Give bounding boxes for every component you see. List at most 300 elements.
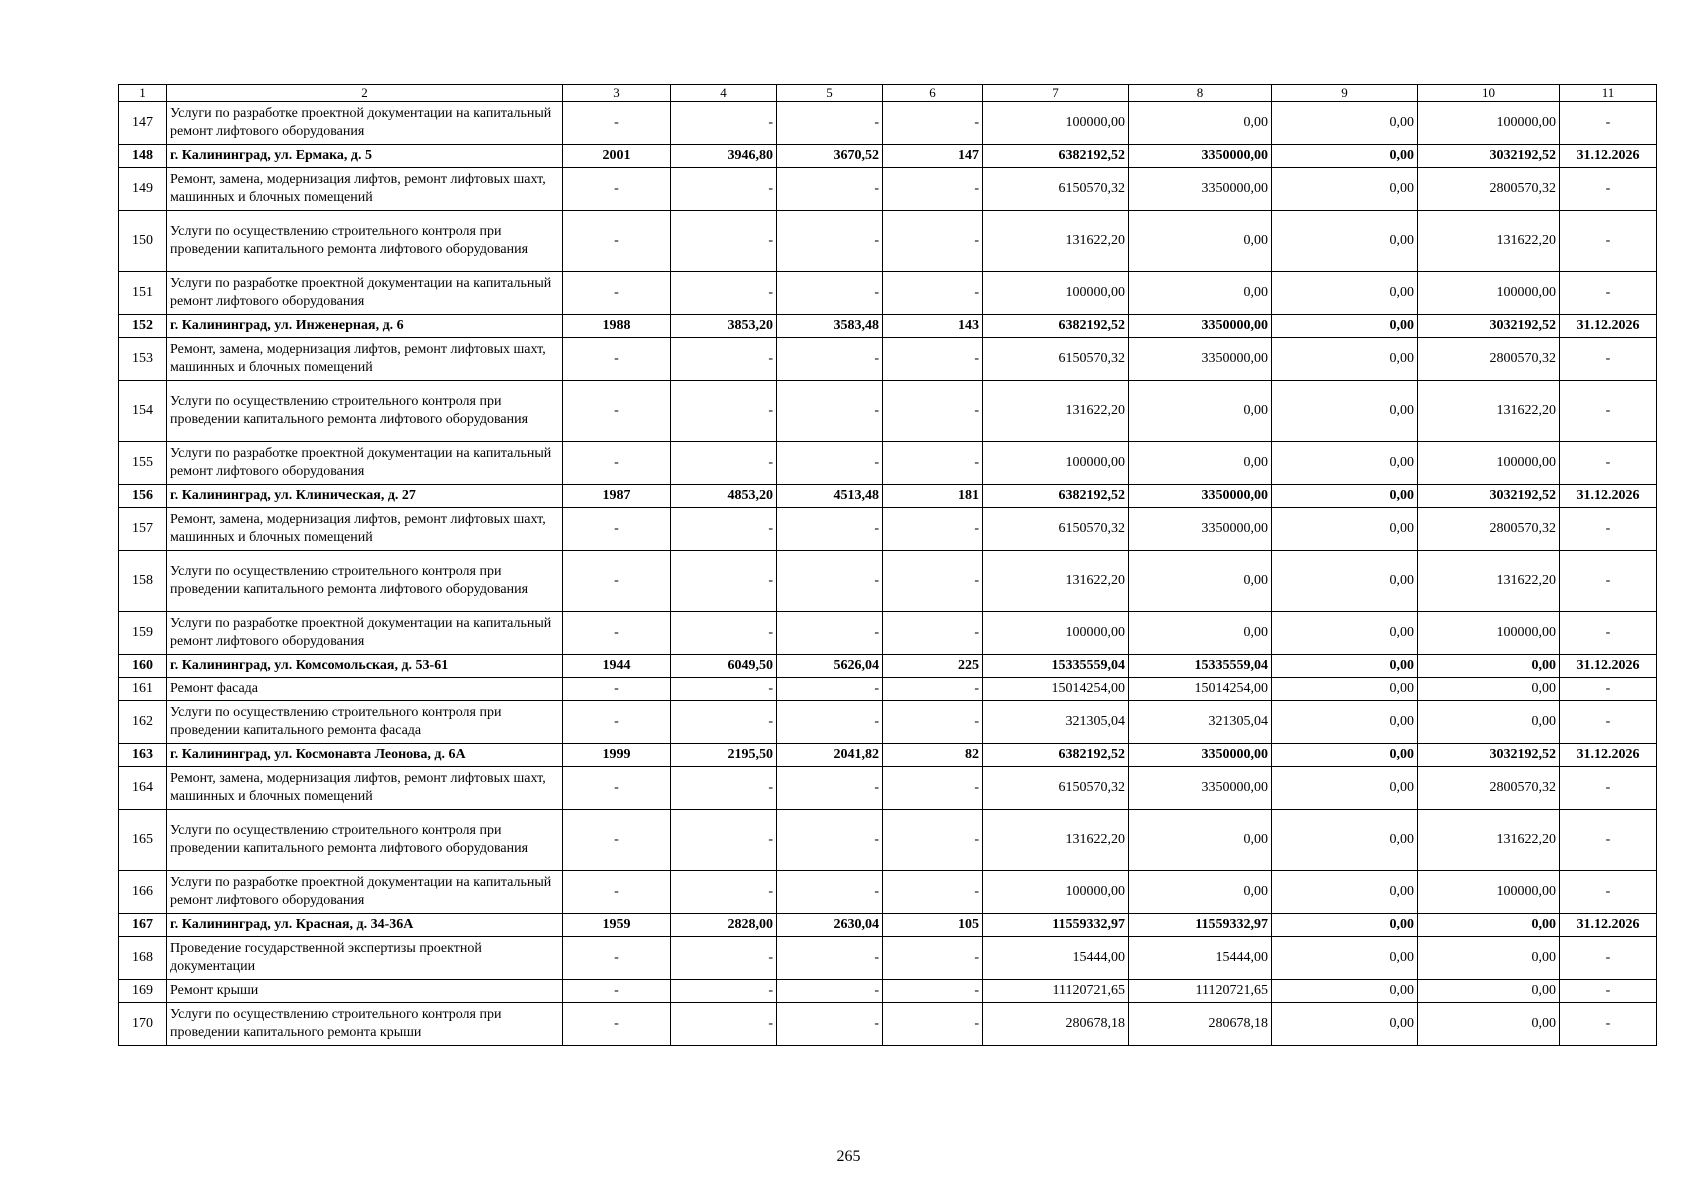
cell-col-7: 100000,00	[983, 871, 1129, 914]
cell-col-3: 2001	[563, 145, 671, 168]
cell-col-5: -	[777, 980, 883, 1003]
column-number: 9	[1272, 85, 1418, 102]
table-row	[119, 767, 1657, 810]
cell-col-7: 100000,00	[983, 612, 1129, 655]
work-description: Ремонт фасада	[167, 678, 563, 701]
cell-col-3: -	[563, 678, 671, 701]
cell-col-10: 100000,00	[1418, 612, 1560, 655]
cell-col-11: -	[1560, 701, 1657, 744]
work-description: Услуги по осуществлению строительного контроля при проведении капитального ремонта лифтового оборудования	[167, 211, 563, 272]
address-row	[119, 485, 1657, 508]
cell-col-3: 1988	[563, 315, 671, 338]
cell-col-5: 2630,04	[777, 914, 883, 937]
cell-col-6: -	[883, 272, 983, 315]
cell-col-4: -	[671, 272, 777, 315]
cell-col-6: -	[883, 442, 983, 485]
cell-col-3: -	[563, 508, 671, 551]
cell-col-10: 3032192,52	[1418, 145, 1560, 168]
cell-col-9: 0,00	[1272, 678, 1418, 701]
cell-col-11: 31.12.2026	[1560, 914, 1657, 937]
cell-col-8: 0,00	[1129, 381, 1272, 442]
cell-col-9: 0,00	[1272, 1003, 1418, 1046]
column-number: 10	[1418, 85, 1560, 102]
address-row	[119, 655, 1657, 678]
cell-col-7: 131622,20	[983, 211, 1129, 272]
cell-col-6: 105	[883, 914, 983, 937]
row-number: 149	[119, 168, 167, 211]
row-number: 157	[119, 508, 167, 551]
cell-col-7: 100000,00	[983, 272, 1129, 315]
cell-col-11: -	[1560, 168, 1657, 211]
cell-col-3: -	[563, 767, 671, 810]
cell-col-6: -	[883, 767, 983, 810]
cell-col-10: 100000,00	[1418, 102, 1560, 145]
cell-col-11: -	[1560, 767, 1657, 810]
table-row	[119, 980, 1657, 1003]
cell-col-5: 3670,52	[777, 145, 883, 168]
cell-col-9: 0,00	[1272, 914, 1418, 937]
row-number: 158	[119, 551, 167, 612]
work-description: Услуги по осуществлению строительного контроля при проведении капитального ремонта лифтового оборудования	[167, 381, 563, 442]
cell-col-11: 31.12.2026	[1560, 655, 1657, 678]
work-description: Ремонт, замена, модернизация лифтов, ремонт лифтовых шахт, машинных и блочных помещений	[167, 767, 563, 810]
cell-col-8: 15014254,00	[1129, 678, 1272, 701]
cell-col-7: 15014254,00	[983, 678, 1129, 701]
cell-col-4: -	[671, 168, 777, 211]
cell-col-8: 15335559,04	[1129, 655, 1272, 678]
cell-col-9: 0,00	[1272, 551, 1418, 612]
cell-col-11: -	[1560, 937, 1657, 980]
work-description: Услуги по осуществлению строительного контроля при проведении капитального ремонта крыши	[167, 1003, 563, 1046]
cell-col-6: -	[883, 381, 983, 442]
cell-col-5: -	[777, 810, 883, 871]
table-row	[119, 272, 1657, 315]
cell-col-8: 3350000,00	[1129, 508, 1272, 551]
cell-col-11: 31.12.2026	[1560, 744, 1657, 767]
cell-col-7: 11559332,97	[983, 914, 1129, 937]
work-description: Проведение государственной экспертизы проектной документации	[167, 937, 563, 980]
table-row	[119, 211, 1657, 272]
row-number: 148	[119, 145, 167, 168]
cell-col-7: 321305,04	[983, 701, 1129, 744]
work-description: Услуги по разработке проектной документации на капитальный ремонт лифтового оборудования	[167, 272, 563, 315]
cell-col-9: 0,00	[1272, 485, 1418, 508]
cell-col-5: 2041,82	[777, 744, 883, 767]
cell-col-8: 0,00	[1129, 102, 1272, 145]
register-table	[118, 84, 1657, 1046]
cell-col-6: -	[883, 612, 983, 655]
address-row	[119, 744, 1657, 767]
cell-col-10: 2800570,32	[1418, 338, 1560, 381]
row-number: 153	[119, 338, 167, 381]
cell-col-5: -	[777, 871, 883, 914]
cell-col-4: -	[671, 338, 777, 381]
cell-col-11: -	[1560, 211, 1657, 272]
cell-col-5: -	[777, 338, 883, 381]
cell-col-10: 100000,00	[1418, 442, 1560, 485]
cell-col-9: 0,00	[1272, 980, 1418, 1003]
cell-col-3: -	[563, 701, 671, 744]
cell-col-11: 31.12.2026	[1560, 145, 1657, 168]
table-row	[119, 381, 1657, 442]
cell-col-10: 100000,00	[1418, 871, 1560, 914]
work-description: Услуги по разработке проектной документации на капитальный ремонт лифтового оборудования	[167, 612, 563, 655]
cell-col-10: 3032192,52	[1418, 315, 1560, 338]
address-cell: г. Калининград, ул. Ермака, д. 5	[167, 145, 563, 168]
cell-col-4: -	[671, 980, 777, 1003]
row-number: 160	[119, 655, 167, 678]
table-row	[119, 612, 1657, 655]
table-body	[119, 85, 1657, 1046]
cell-col-11: -	[1560, 1003, 1657, 1046]
cell-col-7: 280678,18	[983, 1003, 1129, 1046]
cell-col-9: 0,00	[1272, 145, 1418, 168]
cell-col-10: 131622,20	[1418, 810, 1560, 871]
cell-col-3: -	[563, 168, 671, 211]
cell-col-11: -	[1560, 508, 1657, 551]
cell-col-7: 131622,20	[983, 381, 1129, 442]
cell-col-10: 0,00	[1418, 937, 1560, 980]
cell-col-9: 0,00	[1272, 871, 1418, 914]
cell-col-4: -	[671, 211, 777, 272]
table-row	[119, 937, 1657, 980]
row-number: 162	[119, 701, 167, 744]
cell-col-11: 31.12.2026	[1560, 485, 1657, 508]
cell-col-6: -	[883, 102, 983, 145]
row-number: 165	[119, 810, 167, 871]
cell-col-4: -	[671, 551, 777, 612]
table-row	[119, 508, 1657, 551]
cell-col-3: -	[563, 211, 671, 272]
cell-col-7: 131622,20	[983, 551, 1129, 612]
work-description: Услуги по разработке проектной документации на капитальный ремонт лифтового оборудования	[167, 442, 563, 485]
table-row	[119, 810, 1657, 871]
address-cell: г. Калининград, ул. Космонавта Леонова, д. 6А	[167, 744, 563, 767]
cell-col-5: 4513,48	[777, 485, 883, 508]
work-description: Услуги по осуществлению строительного контроля при проведении капитального ремонта фасада	[167, 701, 563, 744]
work-description: Услуги по разработке проектной документации на капитальный ремонт лифтового оборудования	[167, 102, 563, 145]
cell-col-3: -	[563, 980, 671, 1003]
cell-col-9: 0,00	[1272, 315, 1418, 338]
cell-col-4: -	[671, 678, 777, 701]
cell-col-9: 0,00	[1272, 442, 1418, 485]
cell-col-8: 0,00	[1129, 272, 1272, 315]
cell-col-10: 0,00	[1418, 980, 1560, 1003]
column-number: 1	[119, 85, 167, 102]
column-number: 6	[883, 85, 983, 102]
cell-col-9: 0,00	[1272, 272, 1418, 315]
cell-col-6: -	[883, 1003, 983, 1046]
cell-col-9: 0,00	[1272, 102, 1418, 145]
cell-col-4: -	[671, 442, 777, 485]
cell-col-11: -	[1560, 612, 1657, 655]
cell-col-4: -	[671, 508, 777, 551]
cell-col-6: -	[883, 937, 983, 980]
cell-col-3: -	[563, 871, 671, 914]
cell-col-8: 0,00	[1129, 442, 1272, 485]
cell-col-8: 3350000,00	[1129, 485, 1272, 508]
cell-col-5: -	[777, 381, 883, 442]
cell-col-4: 4853,20	[671, 485, 777, 508]
address-row	[119, 145, 1657, 168]
row-number: 152	[119, 315, 167, 338]
cell-col-5: -	[777, 211, 883, 272]
cell-col-9: 0,00	[1272, 767, 1418, 810]
cell-col-5: -	[777, 551, 883, 612]
table-row	[119, 551, 1657, 612]
row-number: 168	[119, 937, 167, 980]
cell-col-10: 0,00	[1418, 678, 1560, 701]
cell-col-9: 0,00	[1272, 168, 1418, 211]
cell-col-6: -	[883, 551, 983, 612]
cell-col-3: 1959	[563, 914, 671, 937]
cell-col-10: 131622,20	[1418, 211, 1560, 272]
cell-col-11: -	[1560, 272, 1657, 315]
cell-col-11: -	[1560, 102, 1657, 145]
cell-col-6: -	[883, 701, 983, 744]
cell-col-9: 0,00	[1272, 211, 1418, 272]
cell-col-6: 225	[883, 655, 983, 678]
cell-col-3: 1987	[563, 485, 671, 508]
cell-col-10: 0,00	[1418, 1003, 1560, 1046]
cell-col-10: 131622,20	[1418, 381, 1560, 442]
cell-col-6: 181	[883, 485, 983, 508]
cell-col-10: 0,00	[1418, 701, 1560, 744]
column-number-row	[119, 85, 1657, 102]
cell-col-6: 143	[883, 315, 983, 338]
cell-col-11: -	[1560, 381, 1657, 442]
cell-col-7: 11120721,65	[983, 980, 1129, 1003]
cell-col-10: 100000,00	[1418, 272, 1560, 315]
cell-col-6: 147	[883, 145, 983, 168]
row-number: 151	[119, 272, 167, 315]
cell-col-10: 2800570,32	[1418, 767, 1560, 810]
column-number: 3	[563, 85, 671, 102]
table-row	[119, 871, 1657, 914]
work-description: Услуги по разработке проектной документации на капитальный ремонт лифтового оборудования	[167, 871, 563, 914]
row-number: 167	[119, 914, 167, 937]
cell-col-8: 0,00	[1129, 612, 1272, 655]
cell-col-11: -	[1560, 678, 1657, 701]
cell-col-6: -	[883, 871, 983, 914]
work-description: Услуги по осуществлению строительного контроля при проведении капитального ремонта лифтового оборудования	[167, 551, 563, 612]
cell-col-4: 6049,50	[671, 655, 777, 678]
table-row	[119, 102, 1657, 145]
column-number: 5	[777, 85, 883, 102]
row-number: 161	[119, 678, 167, 701]
cell-col-3: -	[563, 442, 671, 485]
cell-col-5: -	[777, 102, 883, 145]
cell-col-6: -	[883, 508, 983, 551]
cell-col-7: 15335559,04	[983, 655, 1129, 678]
cell-col-7: 6382192,52	[983, 315, 1129, 338]
cell-col-3: -	[563, 612, 671, 655]
cell-col-11: -	[1560, 338, 1657, 381]
cell-col-10: 0,00	[1418, 914, 1560, 937]
cell-col-8: 11120721,65	[1129, 980, 1272, 1003]
address-cell: г. Калининград, ул. Клиническая, д. 27	[167, 485, 563, 508]
row-number: 166	[119, 871, 167, 914]
table-row	[119, 701, 1657, 744]
cell-col-8: 0,00	[1129, 211, 1272, 272]
cell-col-5: -	[777, 701, 883, 744]
cell-col-8: 3350000,00	[1129, 315, 1272, 338]
cell-col-3: -	[563, 810, 671, 871]
cell-col-8: 280678,18	[1129, 1003, 1272, 1046]
work-description: Услуги по осуществлению строительного контроля при проведении капитального ремонта лифтового оборудования	[167, 810, 563, 871]
cell-col-8: 0,00	[1129, 871, 1272, 914]
cell-col-5: -	[777, 442, 883, 485]
cell-col-3: -	[563, 937, 671, 980]
cell-col-3: -	[563, 551, 671, 612]
row-number: 156	[119, 485, 167, 508]
cell-col-4: -	[671, 612, 777, 655]
cell-col-7: 100000,00	[983, 102, 1129, 145]
cell-col-4: -	[671, 810, 777, 871]
cell-col-9: 0,00	[1272, 937, 1418, 980]
cell-col-7: 131622,20	[983, 810, 1129, 871]
row-number: 154	[119, 381, 167, 442]
cell-col-6: -	[883, 338, 983, 381]
work-description: Ремонт, замена, модернизация лифтов, ремонт лифтовых шахт, машинных и блочных помещений	[167, 338, 563, 381]
row-number: 163	[119, 744, 167, 767]
table-row	[119, 442, 1657, 485]
address-cell: г. Калининград, ул. Инженерная, д. 6	[167, 315, 563, 338]
cell-col-7: 6150570,32	[983, 508, 1129, 551]
cell-col-11: -	[1560, 980, 1657, 1003]
cell-col-8: 3350000,00	[1129, 145, 1272, 168]
cell-col-6: -	[883, 980, 983, 1003]
cell-col-3: -	[563, 338, 671, 381]
address-cell: г. Калининград, ул. Красная, д. 34-36А	[167, 914, 563, 937]
row-number: 170	[119, 1003, 167, 1046]
row-number: 150	[119, 211, 167, 272]
cell-col-6: -	[883, 211, 983, 272]
cell-col-8: 11559332,97	[1129, 914, 1272, 937]
cell-col-10: 0,00	[1418, 655, 1560, 678]
cell-col-11: -	[1560, 810, 1657, 871]
cell-col-6: -	[883, 168, 983, 211]
cell-col-3: -	[563, 1003, 671, 1046]
cell-col-3: 1944	[563, 655, 671, 678]
cell-col-4: -	[671, 937, 777, 980]
cell-col-9: 0,00	[1272, 612, 1418, 655]
cell-col-8: 3350000,00	[1129, 744, 1272, 767]
cell-col-3: -	[563, 272, 671, 315]
cell-col-4: 3853,20	[671, 315, 777, 338]
cell-col-5: -	[777, 272, 883, 315]
cell-col-9: 0,00	[1272, 338, 1418, 381]
cell-col-7: 6382192,52	[983, 744, 1129, 767]
cell-col-5: -	[777, 612, 883, 655]
cell-col-7: 15444,00	[983, 937, 1129, 980]
column-number: 11	[1560, 85, 1657, 102]
cell-col-11: 31.12.2026	[1560, 315, 1657, 338]
cell-col-7: 100000,00	[983, 442, 1129, 485]
row-number: 159	[119, 612, 167, 655]
cell-col-8: 3350000,00	[1129, 767, 1272, 810]
cell-col-9: 0,00	[1272, 381, 1418, 442]
cell-col-4: -	[671, 381, 777, 442]
table-row	[119, 168, 1657, 211]
cell-col-7: 6382192,52	[983, 145, 1129, 168]
cell-col-4: 2828,00	[671, 914, 777, 937]
address-row	[119, 914, 1657, 937]
table-row	[119, 1003, 1657, 1046]
cell-col-8: 0,00	[1129, 551, 1272, 612]
column-number: 4	[671, 85, 777, 102]
cell-col-9: 0,00	[1272, 655, 1418, 678]
table-row	[119, 338, 1657, 381]
cell-col-11: -	[1560, 551, 1657, 612]
page-number: 265	[836, 1148, 861, 1165]
cell-col-4: -	[671, 701, 777, 744]
column-number: 7	[983, 85, 1129, 102]
column-number: 8	[1129, 85, 1272, 102]
cell-col-3: -	[563, 381, 671, 442]
cell-col-8: 15444,00	[1129, 937, 1272, 980]
cell-col-6: -	[883, 678, 983, 701]
cell-col-5: -	[777, 767, 883, 810]
cell-col-5: 5626,04	[777, 655, 883, 678]
cell-col-8: 3350000,00	[1129, 338, 1272, 381]
cell-col-7: 6150570,32	[983, 168, 1129, 211]
cell-col-5: -	[777, 678, 883, 701]
cell-col-10: 3032192,52	[1418, 485, 1560, 508]
cell-col-4: -	[671, 1003, 777, 1046]
cell-col-9: 0,00	[1272, 701, 1418, 744]
row-number: 169	[119, 980, 167, 1003]
cell-col-5: -	[777, 508, 883, 551]
table-row	[119, 678, 1657, 701]
cell-col-9: 0,00	[1272, 508, 1418, 551]
cell-col-4: -	[671, 767, 777, 810]
address-cell: г. Калининград, ул. Комсомольская, д. 53-61	[167, 655, 563, 678]
cell-col-9: 0,00	[1272, 744, 1418, 767]
cell-col-8: 321305,04	[1129, 701, 1272, 744]
cell-col-10: 2800570,32	[1418, 168, 1560, 211]
work-description: Ремонт, замена, модернизация лифтов, ремонт лифтовых шахт, машинных и блочных помещений	[167, 508, 563, 551]
cell-col-7: 6150570,32	[983, 767, 1129, 810]
cell-col-5: -	[777, 168, 883, 211]
cell-col-3: -	[563, 102, 671, 145]
cell-col-11: -	[1560, 871, 1657, 914]
cell-col-8: 0,00	[1129, 810, 1272, 871]
cell-col-4: 2195,50	[671, 744, 777, 767]
cell-col-9: 0,00	[1272, 810, 1418, 871]
cell-col-5: 3583,48	[777, 315, 883, 338]
work-description: Ремонт крыши	[167, 980, 563, 1003]
cell-col-4: -	[671, 871, 777, 914]
cell-col-10: 3032192,52	[1418, 744, 1560, 767]
cell-col-10: 2800570,32	[1418, 508, 1560, 551]
row-number: 155	[119, 442, 167, 485]
cell-col-7: 6382192,52	[983, 485, 1129, 508]
cell-col-3: 1999	[563, 744, 671, 767]
cell-col-4: 3946,80	[671, 145, 777, 168]
column-number: 2	[167, 85, 563, 102]
cell-col-6: 82	[883, 744, 983, 767]
cell-col-5: -	[777, 937, 883, 980]
cell-col-11: -	[1560, 442, 1657, 485]
cell-col-4: -	[671, 102, 777, 145]
cell-col-8: 3350000,00	[1129, 168, 1272, 211]
cell-col-6: -	[883, 810, 983, 871]
row-number: 164	[119, 767, 167, 810]
address-row	[119, 315, 1657, 338]
cell-col-5: -	[777, 1003, 883, 1046]
cell-col-7: 6150570,32	[983, 338, 1129, 381]
